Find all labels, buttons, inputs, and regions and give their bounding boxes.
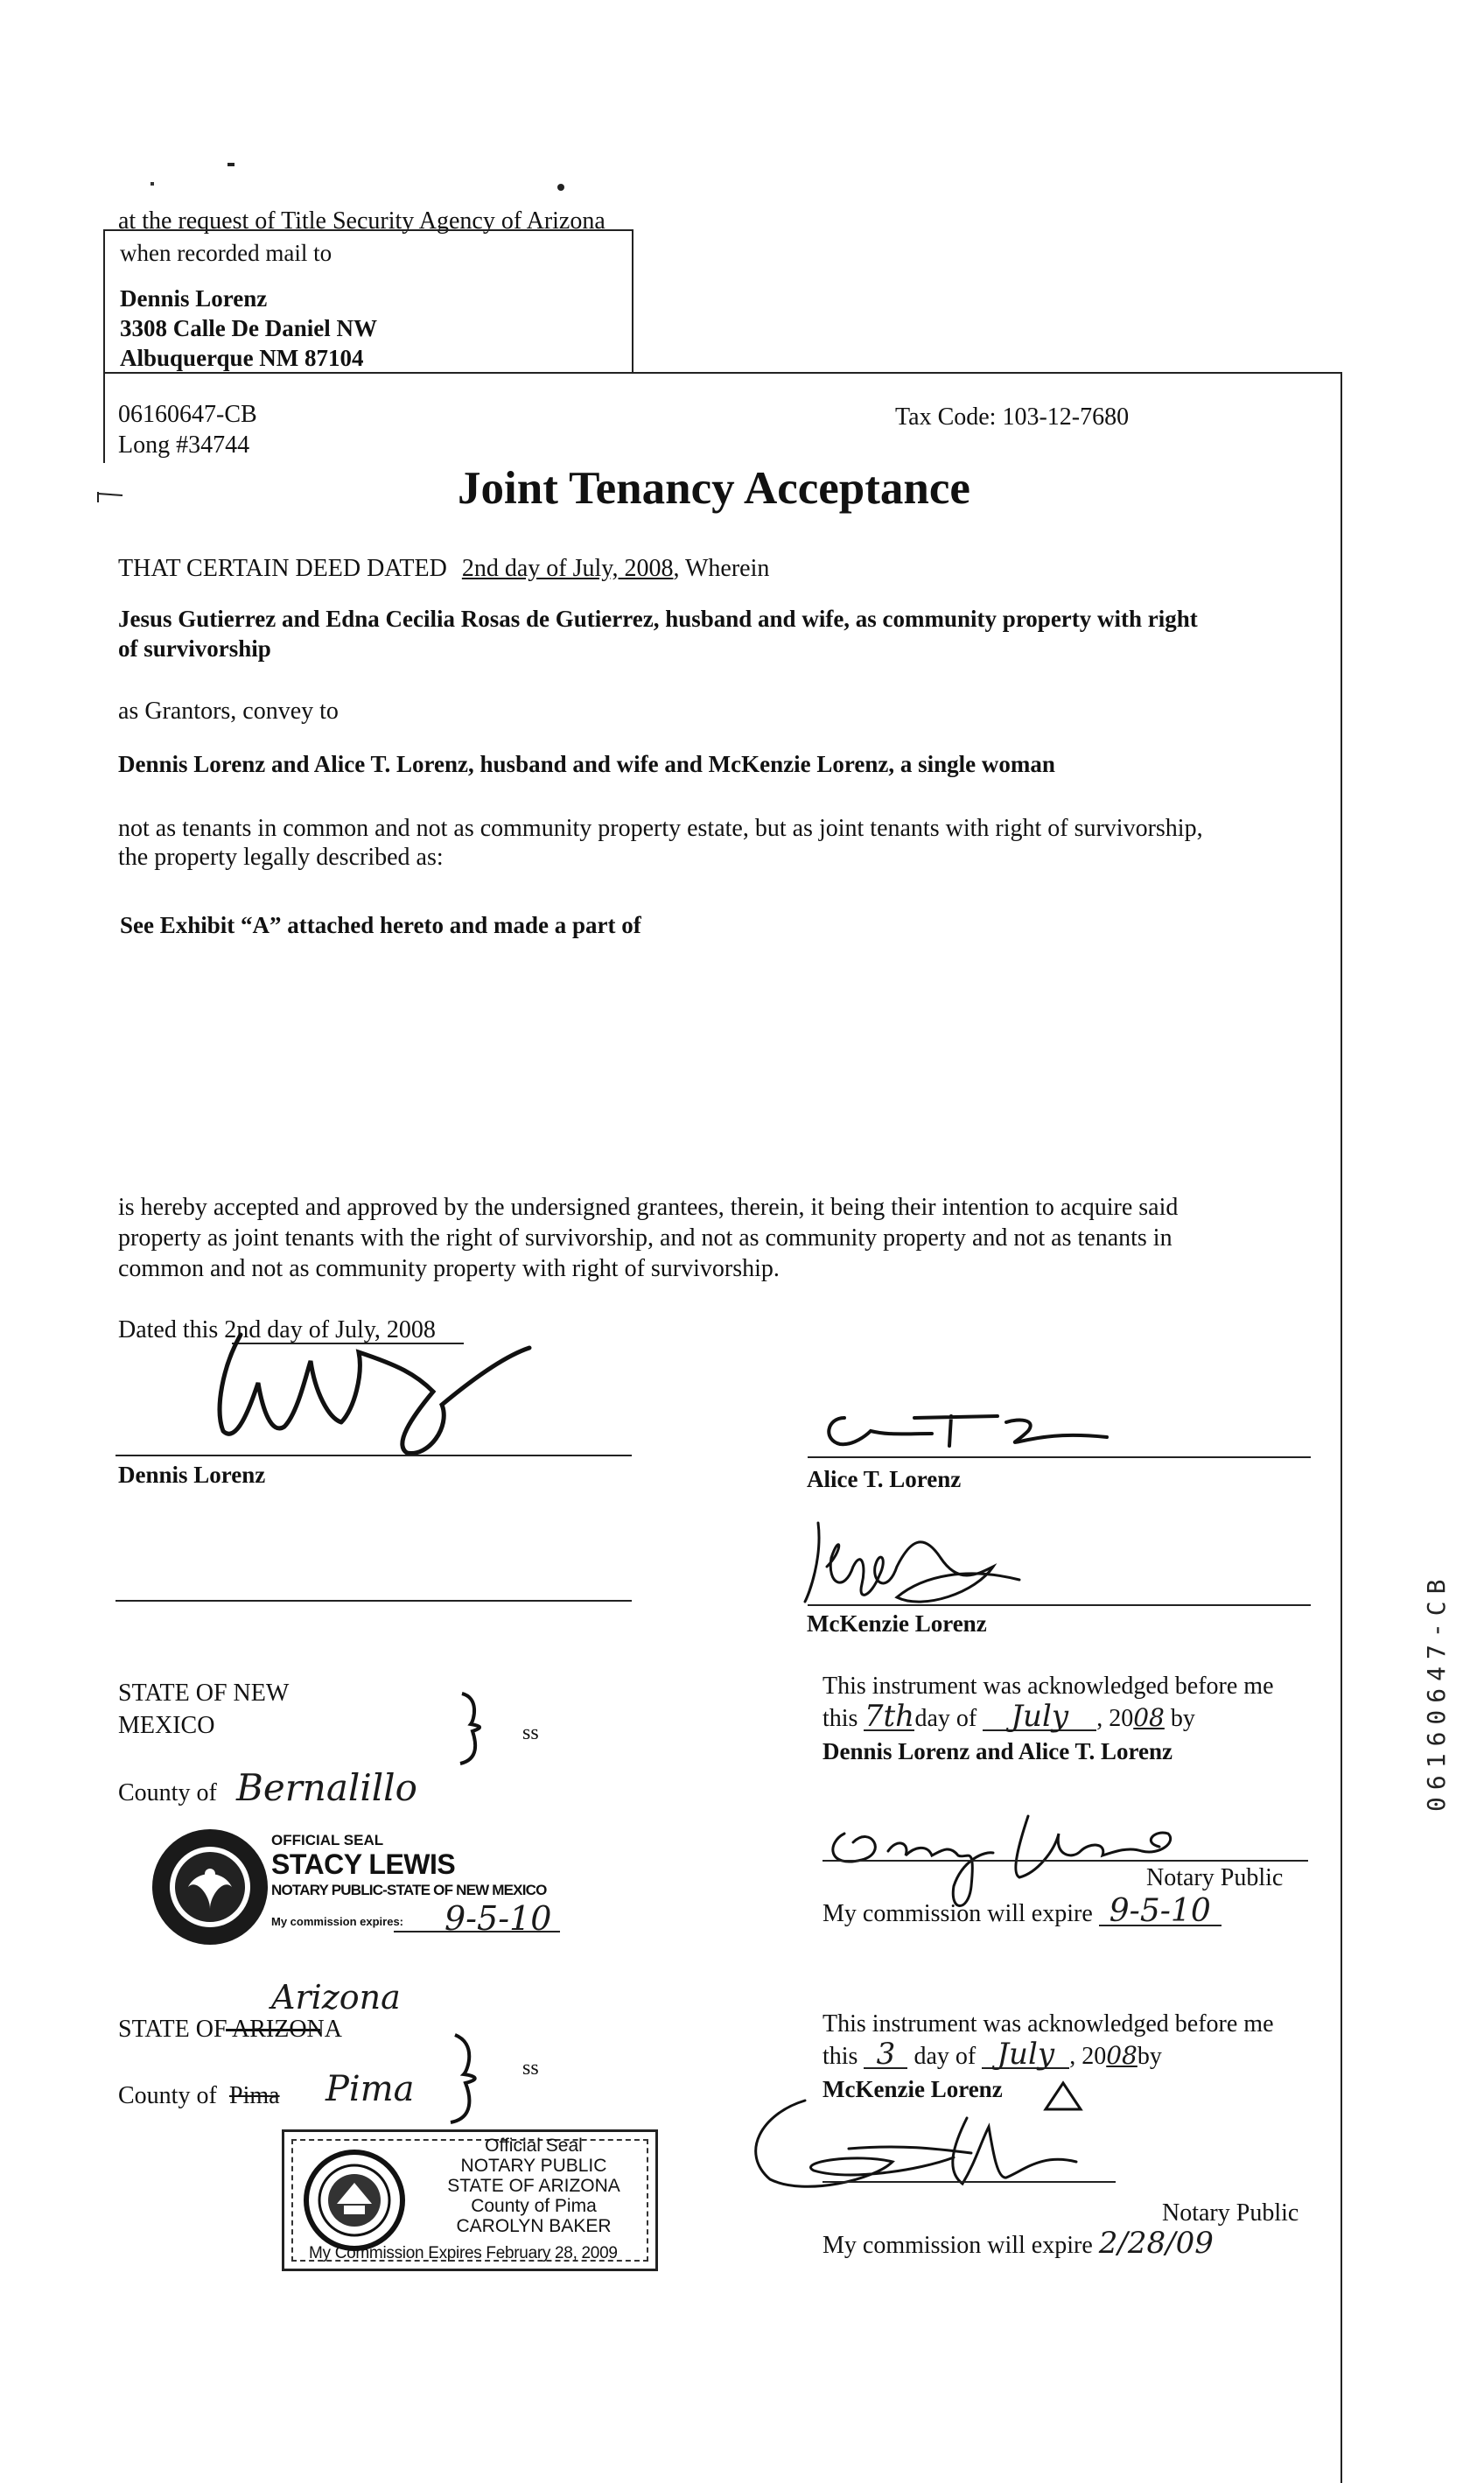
- az-ack-day-handwritten: 3: [864, 2041, 907, 2069]
- dated-this: Dated this 2nd day of July, 2008: [118, 1316, 436, 1343]
- az-county-handwritten: Pima: [326, 2069, 415, 2109]
- az-seal-text: [424, 2136, 643, 2236]
- tenancy-line-1: not as tenants in common and not as community property estate, but as joint tenants with right of survivorship,: [118, 815, 1203, 842]
- nm-seal-expires-label: My commission expires:: [271, 1915, 403, 1928]
- file-number: 06160647-CB: [118, 401, 257, 428]
- az-state: STATE OF ARIZONA: [118, 2016, 342, 2043]
- frame-top: [103, 372, 1342, 374]
- nm-commission-handwritten: 9-5-10: [1099, 1898, 1222, 1926]
- az-commission: [822, 2226, 1214, 2261]
- az-ack-by: by: [1137, 2043, 1162, 2070]
- deed-dated-line: [118, 554, 769, 584]
- return-name: Dennis Lorenz: [120, 285, 268, 312]
- grantees: Dennis Lorenz and Alice T. Lorenz, husband and wife and McKenzie Lorenz, a single woman: [118, 751, 1055, 777]
- nm-ss: ss: [522, 1722, 539, 1744]
- az-county-label: County of: [118, 2082, 217, 2109]
- signature-line-mckenzie: [808, 1604, 1311, 1606]
- az-ack-name: McKenzie Lorenz: [822, 2076, 1003, 2102]
- grantors-line-1: Jesus Gutierrez and Edna Cecilia Rosas de Gutierrez, husband and wife, as community property with right: [118, 606, 1198, 632]
- nm-seal-emblem: [149, 1826, 271, 1948]
- az-seal-line-4: County of Pima: [471, 2196, 597, 2216]
- frame-left: [103, 372, 105, 463]
- nm-notary-signature-line: [822, 1860, 1308, 1862]
- az-ack-this: this: [822, 2043, 858, 2070]
- signature-line-left-2: [116, 1600, 632, 1602]
- az-seal-line-6: My Commission Expires February 28, 2009: [309, 2244, 618, 2262]
- return-label: when recorded mail to: [120, 240, 332, 266]
- long-number: Long #34744: [118, 431, 250, 459]
- mckenzie-signature: [792, 1514, 1072, 1619]
- az-county-struck: Pima: [229, 2082, 280, 2109]
- scan-speck: [150, 182, 154, 186]
- az-ack-line-2: [822, 2037, 1162, 2072]
- nm-seal-title: NOTARY PUBLIC-STATE OF NEW MEXICO: [271, 1882, 547, 1898]
- exhibit-reference: See Exhibit “A” attached hereto and made a part of: [120, 912, 641, 938]
- az-ack-dayof: day of: [914, 2043, 976, 2070]
- az-commission-handwritten: 2/28/09: [1098, 2226, 1214, 2261]
- return-city: Albuquerque NM 87104: [120, 345, 364, 371]
- az-ss: ss: [522, 2057, 539, 2080]
- nm-commission: [822, 1893, 1222, 1929]
- signer-dennis-lorenz: Dennis Lorenz: [118, 1462, 266, 1488]
- az-commission-label: My commission will expire: [822, 2232, 1093, 2259]
- nm-county-label: County of: [118, 1779, 217, 1806]
- deed-dated-value: 2nd day of July, 2008: [461, 555, 674, 582]
- az-ack-year-prefix: , 20: [1069, 2043, 1107, 2070]
- acceptance-line-3: common and not as community property with right of survivorship.: [118, 1255, 780, 1282]
- nm-ack-day-handwritten: 7th: [864, 1699, 915, 1734]
- as-grantors: as Grantors, convey to: [118, 698, 339, 725]
- nm-ack-dayof: day of: [914, 1705, 977, 1732]
- az-triangle-mark: [1041, 2079, 1085, 2114]
- az-seal-emblem: [304, 2150, 405, 2251]
- nm-brace: [455, 1689, 490, 1768]
- frame-corner-mark: [96, 490, 131, 508]
- az-brace: [446, 2031, 490, 2127]
- az-notary-signature-line: [822, 2181, 1116, 2183]
- scan-speck: [557, 184, 564, 191]
- nm-ack-names: Dennis Lorenz and Alice T. Lorenz: [822, 1738, 1173, 1764]
- side-stamp: 06160647-CB: [1422, 1572, 1451, 1812]
- acceptance-line-1: is hereby accepted and approved by the undersigned grantees, therein, it being their intention to acquire said: [118, 1194, 1179, 1221]
- az-seal-line-5: CAROLYN BAKER: [456, 2216, 612, 2236]
- nm-ack-by: by: [1170, 1705, 1195, 1732]
- nm-commission-label: My commission will expire: [822, 1900, 1093, 1927]
- nm-notary-public: Notary Public: [1146, 1864, 1284, 1891]
- tenancy-line-2: the property legally described as:: [118, 844, 444, 871]
- request-line: at the request of Title Security Agency of Arizona: [118, 207, 606, 235]
- page-title: Joint Tenancy Acceptance: [458, 463, 970, 514]
- dennis-signature: [188, 1313, 538, 1462]
- nm-seal-expires-handwritten: 9-5-10: [444, 1899, 552, 1938]
- az-seal-line-1: Official Seal: [485, 2136, 583, 2156]
- return-address-box: [103, 229, 634, 373]
- az-ack-year-handwritten: 08: [1106, 2041, 1138, 2070]
- az-state-handwritten: Arizona: [271, 1978, 401, 2017]
- return-street: 3308 Calle De Daniel NW: [120, 315, 377, 341]
- grantors-line-2: of survivorship: [118, 635, 271, 662]
- signature-line-alice: [808, 1456, 1311, 1458]
- az-notary-public: Notary Public: [1162, 2199, 1299, 2227]
- deed-dated-suffix: , Wherein: [673, 555, 770, 582]
- nm-ack-line-2: [822, 1699, 1195, 1734]
- az-official-seal: [282, 2129, 658, 2271]
- nm-ack-this: this: [822, 1705, 858, 1732]
- az-ack-month-handwritten: July: [982, 2041, 1069, 2069]
- nm-seal-expires-line: [394, 1931, 560, 1932]
- signature-line-dennis: [116, 1455, 632, 1456]
- signer-mckenzie-lorenz: McKenzie Lorenz: [807, 1610, 987, 1637]
- nm-state-line-1: STATE OF NEW: [118, 1680, 290, 1707]
- acceptance-line-2: property as joint tenants with the right of survivorship, and not as community property and not as tenants in: [118, 1224, 1172, 1252]
- nm-seal-official: OFFICIAL SEAL: [271, 1832, 384, 1848]
- az-state-strike: [226, 2029, 320, 2031]
- nm-ack-year-handwritten: 08: [1133, 1703, 1165, 1732]
- signer-alice-lorenz: Alice T. Lorenz: [807, 1466, 962, 1492]
- az-seal-line-2: NOTARY PUBLIC: [460, 2156, 607, 2176]
- az-seal-line-3: STATE OF ARIZONA: [447, 2176, 620, 2196]
- nm-county-handwritten: Bernalillo: [236, 1766, 417, 1809]
- nm-seal-name: STACY LEWIS: [271, 1848, 456, 1880]
- nm-state-line-2: MEXICO: [118, 1712, 215, 1739]
- alice-signature: [818, 1400, 1116, 1462]
- nm-ack-month-handwritten: July: [983, 1703, 1096, 1731]
- nm-ack-year-prefix: , 20: [1096, 1705, 1134, 1732]
- frame-right: [1340, 372, 1342, 2483]
- nm-ack-line-1: This instrument was acknowledged before me: [822, 1673, 1274, 1700]
- tax-code: Tax Code: 103-12-7680: [895, 403, 1130, 431]
- deed-dated-prefix: THAT CERTAIN DEED DATED: [118, 555, 447, 582]
- az-ack-line-1: This instrument was acknowledged before me: [822, 2010, 1274, 2038]
- scan-speck: [228, 163, 234, 166]
